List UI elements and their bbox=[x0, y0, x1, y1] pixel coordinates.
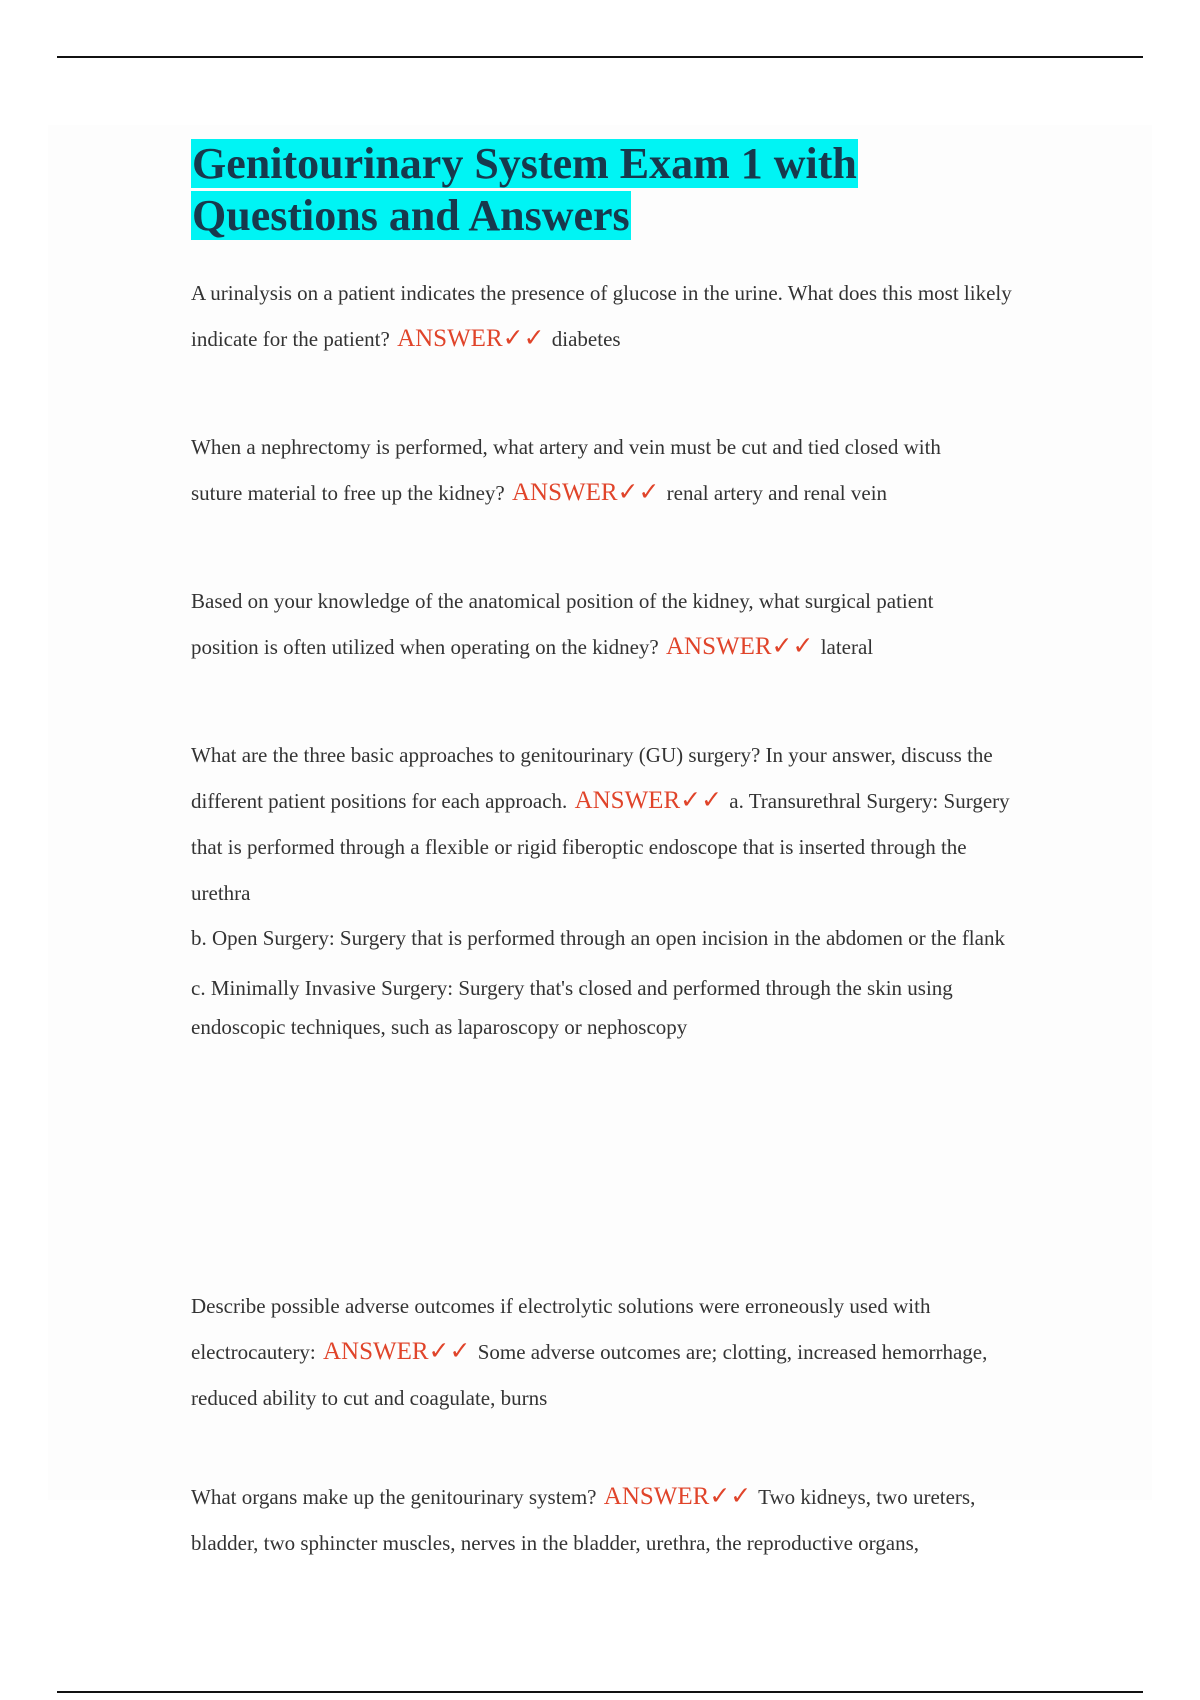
question-text: When a nephrectomy is performed, what artery and vein must be cut and tied closed with suture material to free up the kidney? bbox=[191, 435, 941, 505]
title-line-1: Genitourinary System Exam 1 with bbox=[192, 139, 857, 188]
question-text: What organs make up the genitourinary system? bbox=[191, 1485, 597, 1509]
qa-item-4 bbox=[191, 732, 1031, 1047]
answer-continuation: b. Open Surgery: Surgery that is performed through an open incision in the abdomen or the flank bbox=[191, 926, 1005, 950]
bottom-rule bbox=[57, 1691, 1143, 1693]
answer-text: diabetes bbox=[551, 327, 621, 351]
qa-paragraph bbox=[191, 1283, 1041, 1421]
answer-text: Some adverse outcomes are; clotting, increased hemorrhage, reduced ability to cut and coagulate, burns bbox=[191, 1340, 988, 1410]
answer-label: ANSWER✓✓ bbox=[323, 1338, 471, 1365]
qa-paragraph bbox=[191, 1474, 1041, 1566]
qa-paragraph bbox=[191, 578, 991, 670]
answer-text: a. Transurethral Surgery: Surgery that is performed through a flexible or rigid fiberoptic endoscope that is inserted through the urethra bbox=[191, 789, 1010, 905]
qa-paragraph bbox=[191, 424, 991, 516]
document-content bbox=[191, 138, 1051, 1555]
qa-item-2 bbox=[191, 424, 991, 516]
answer-continuation: c. Minimally Invasive Surgery: Surgery that's closed and performed through the skin using endoscopic techniques, such as laparoscopy or nephoscopy bbox=[191, 976, 953, 1039]
answer-label: ANSWER✓✓ bbox=[397, 325, 545, 352]
document-title bbox=[191, 138, 1051, 242]
answer-label: ANSWER✓✓ bbox=[574, 787, 723, 814]
qa-item-1 bbox=[191, 270, 1031, 362]
top-rule bbox=[57, 56, 1143, 58]
qa-paragraph bbox=[191, 732, 1031, 916]
question-text: What are the three basic approaches to genitourinary (GU) surgery? In your answer, discuss the different patient positions for each approach. bbox=[191, 743, 993, 813]
answer-label: ANSWER✓✓ bbox=[511, 479, 660, 506]
qa-item-6 bbox=[191, 1474, 1041, 1566]
answer-label: ANSWER✓✓ bbox=[665, 633, 814, 660]
answer-text: Two kidneys, two ureters, bladder, two sphincter muscles, nerves in the bladder, urethra, the reproductive organs, bbox=[191, 1485, 976, 1555]
answer-text: renal artery and renal vein bbox=[666, 481, 888, 505]
question-text: A urinalysis on a patient indicates the presence of glucose in the urine. What does this most likely indicate for the patient? bbox=[191, 281, 1012, 351]
question-text: Based on your knowledge of the anatomical position of the kidney, what surgical patient position is often utilized when operating on the kidney? bbox=[191, 589, 934, 659]
qa-paragraph bbox=[191, 270, 1031, 362]
answer-text: lateral bbox=[820, 635, 874, 659]
title-line-2: Questions and Answers bbox=[192, 191, 630, 240]
answer-label: ANSWER✓✓ bbox=[603, 1483, 752, 1510]
qa-item-3 bbox=[191, 578, 991, 670]
question-text: Describe possible adverse outcomes if electrolytic solutions were erroneously used with electrocautery: bbox=[191, 1294, 931, 1364]
qa-item-5 bbox=[191, 1283, 1041, 1421]
